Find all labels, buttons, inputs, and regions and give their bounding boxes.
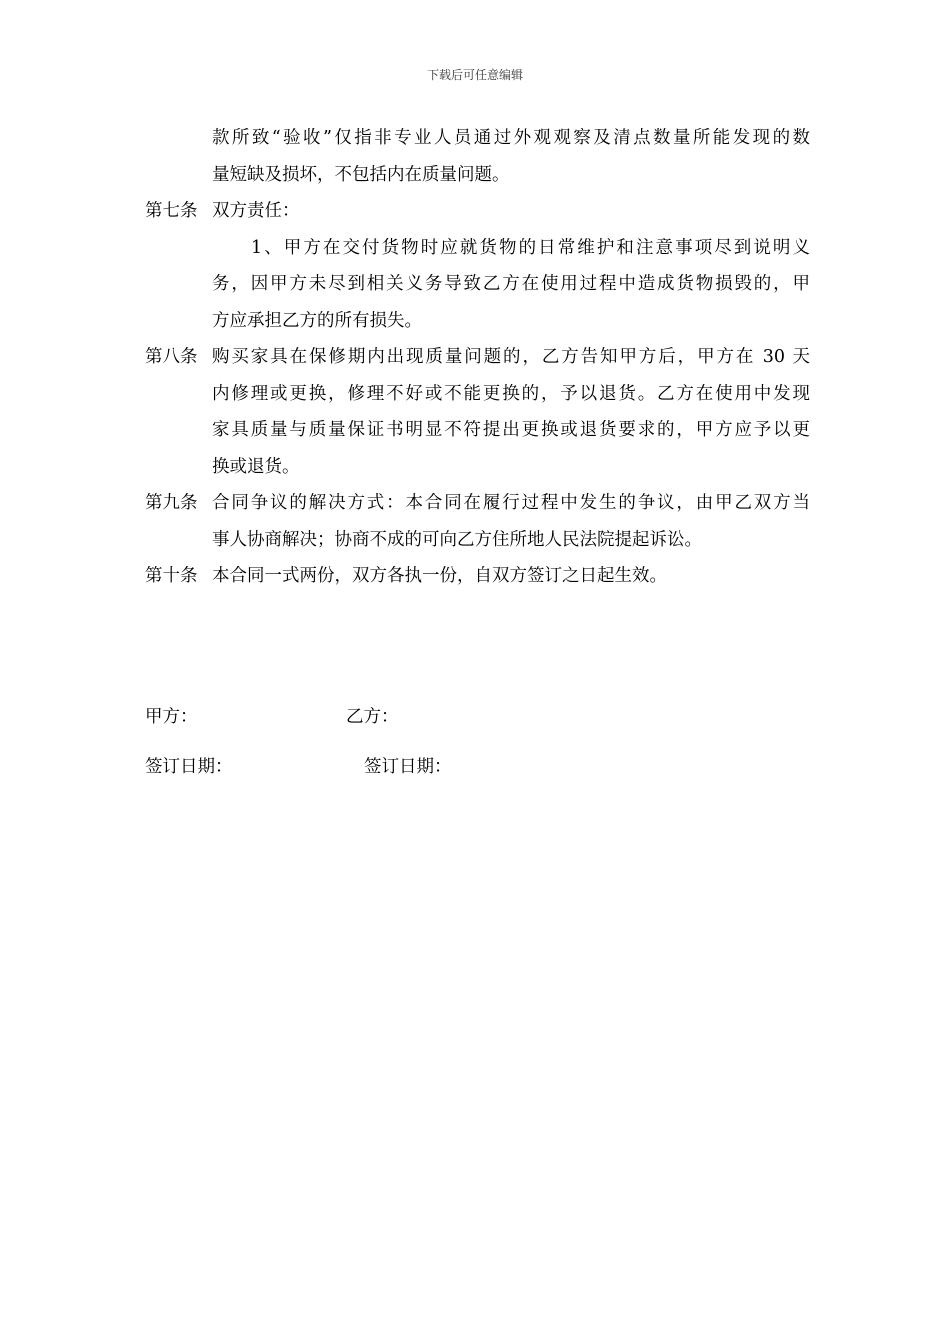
party-a-date-label: 签订日期： [145,757,233,777]
article7-item1-line1: 1、甲方在交付货物时应就货物的日常维护和注意事项尽到说明义 [251,237,810,258]
contract-body [145,120,810,595]
party-a-label: 甲方： [145,707,198,727]
article9 [145,485,810,522]
article6-line2: 量短缺及损坏，不包括内在质量问题。 [212,164,510,185]
party-b-label: 乙方： [346,707,399,727]
article10-line1: 本合同一式两份，双方各执一份，自双方签订之日起生效。 [212,566,667,586]
article8-line2: 内修理或更换，修理不好或不能更换的，予以退货。乙方在使用中发现 [212,383,810,404]
article7-heading [145,193,810,230]
article6-line1: 款所致“验收”仅指非专业人员通过外观观察及清点数量所能发现的数 [212,128,810,148]
article10 [145,558,810,595]
article8-label: 第八条 [145,347,198,367]
article9-label: 第九条 [145,493,198,513]
article8 [145,339,810,376]
article7-label: 第七条 [145,201,198,221]
article7-item1-line2: 务，因甲方未尽到相关义务导致乙方在使用过程中造成货物损毁的，甲 [212,274,810,294]
article8-line4: 换或退货。 [212,456,300,477]
article7-title: 双方责任： [212,201,300,221]
article7-item1-line3: 方应承担乙方的所有损失。 [212,310,422,331]
article9-line2: 事人协商解决；协商不成的可向乙方住所地人民法院提起诉讼。 [212,529,702,550]
article8-line1: 购买家具在保修期内出现质量问题的，乙方告知甲方后，甲方在 30 天 [212,347,810,367]
page-header: 下载后可任意编辑 [426,68,523,82]
article10-label: 第十条 [145,566,198,586]
article8-line3: 家具质量与质量保证书明显不符提出更换或退货要求的，甲方应予以更 [212,420,810,440]
article9-line1: 合同争议的解决方式：本合同在履行过程中发生的争议，由甲乙双方当 [212,493,810,513]
party-b-date-label: 签订日期： [364,757,452,777]
